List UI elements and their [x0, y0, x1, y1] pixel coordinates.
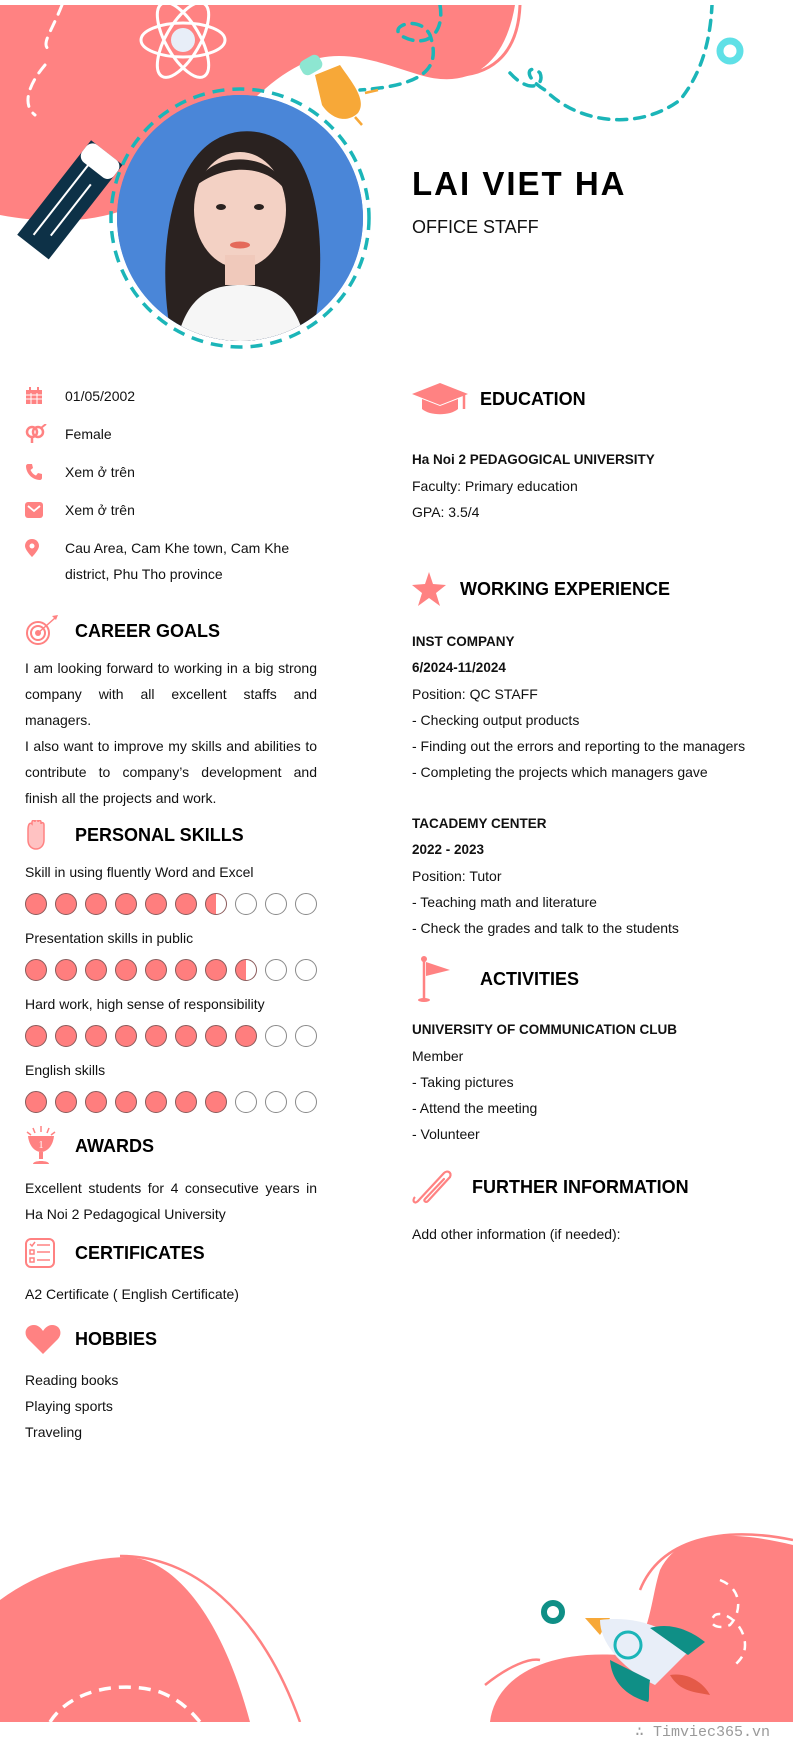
- contact-phone: Xem ở trên: [25, 459, 317, 497]
- job-position: Position: QC STAFF: [412, 686, 538, 702]
- profile-photo: [117, 95, 363, 341]
- rating-dot: [295, 959, 317, 981]
- rating-dot: [235, 1025, 257, 1047]
- location-pin-icon: [25, 535, 65, 561]
- faculty: Faculty: Primary education: [412, 478, 578, 494]
- candidate-name: LAI VIET HA: [412, 165, 627, 202]
- rating-dot: [295, 893, 317, 915]
- rating-dot: [115, 893, 137, 915]
- rating-dot: [265, 1091, 287, 1113]
- job-duty: - Checking output products: [412, 712, 580, 728]
- job-duty: - Check the grades and talk to the students: [412, 920, 679, 936]
- rating-dot: [205, 1025, 227, 1047]
- checklist-icon: [25, 1238, 75, 1268]
- rating-dot: [235, 893, 257, 915]
- rating-dot: [295, 1091, 317, 1113]
- contact-email: Xem ở trên: [25, 497, 317, 535]
- contact-address: Cau Area, Cam Khe town, Cam Khe district, Phu Tho province: [25, 535, 317, 587]
- awards-header: 1 AWARDS: [25, 1123, 317, 1169]
- activity-item: - Attend the meeting: [412, 1100, 538, 1116]
- ring-icon: [544, 1603, 562, 1621]
- footer-decoration: [0, 1500, 793, 1722]
- job-entry: [412, 811, 782, 941]
- rating-dot: [145, 893, 167, 915]
- personal-skills-header: PERSONAL SKILLS: [25, 815, 317, 855]
- trophy-icon: [25, 1126, 75, 1166]
- candidate-role: OFFICE STAFF: [412, 217, 539, 237]
- skills-list: [25, 859, 317, 1113]
- gpa: GPA: 3.5/4: [412, 504, 480, 520]
- ring-icon: [720, 41, 740, 61]
- contact-gender: Female: [25, 421, 317, 459]
- school-name: Ha Noi 2 PEDAGOGICAL UNIVERSITY: [412, 452, 655, 467]
- hobby-item: Traveling: [25, 1424, 83, 1440]
- activity-item: - Volunteer: [412, 1126, 480, 1142]
- rating-dot: [265, 893, 287, 915]
- activity-entry: [412, 1017, 782, 1147]
- job-duty: - Teaching math and literature: [412, 894, 597, 910]
- job-duty: - Finding out the errors and reporting to the managers: [412, 738, 746, 754]
- rating-dot: [25, 1025, 47, 1047]
- further-info-header: FURTHER INFORMATION: [412, 1165, 782, 1209]
- rating-dot: [115, 1025, 137, 1047]
- right-column: [412, 377, 782, 1247]
- rating-dot: [175, 1025, 197, 1047]
- left-column: [25, 383, 317, 1445]
- rating-dot: [145, 1025, 167, 1047]
- rating-dot: [85, 893, 107, 915]
- certificates-header: CERTIFICATES: [25, 1233, 317, 1273]
- rating-dot: [175, 959, 197, 981]
- job-period: 2022 - 2023: [412, 842, 485, 857]
- further-info-text: Add other information (if needed):: [412, 1226, 621, 1242]
- rating-dot: [25, 893, 47, 915]
- awards-text: Excellent students for 4 consecutive years in Ha Noi 2 Pedagogical University: [25, 1180, 317, 1222]
- rating-dot: [85, 1025, 107, 1047]
- rating-dot: [115, 1091, 137, 1113]
- education-header: EDUCATION: [412, 377, 782, 421]
- gender-icon: [25, 421, 65, 447]
- activity-item: - Taking pictures: [412, 1074, 514, 1090]
- rating-dot: [265, 1025, 287, 1047]
- activities-header: ACTIVITIES: [412, 955, 782, 1003]
- hobby-item: Playing sports: [25, 1398, 113, 1414]
- skill-label: Skill in using fluently Word and Excel: [25, 864, 254, 880]
- contact-dob: 01/05/2002: [25, 383, 317, 421]
- education-entry: [412, 447, 782, 525]
- rating-dot: [55, 1025, 77, 1047]
- rating-dot: [55, 893, 77, 915]
- rating-dot: [85, 1091, 107, 1113]
- rating-dot: [145, 1091, 167, 1113]
- profile-photo-frame: [105, 83, 375, 353]
- experience-header: WORKING EXPERIENCE: [412, 567, 782, 611]
- rating-dot: [25, 959, 47, 981]
- rating-dot: [235, 1091, 257, 1113]
- rating-dot: [175, 1091, 197, 1113]
- career-goals-header: CAREER GOALS: [25, 611, 317, 651]
- star-icon: [412, 572, 460, 606]
- job-period: 6/2024-11/2024: [412, 660, 506, 675]
- cv-page: [0, 5, 793, 1722]
- rating-dot: [175, 893, 197, 915]
- company-name: TACADEMY CENTER: [412, 816, 547, 831]
- target-icon: [25, 615, 75, 647]
- rating-dot: [265, 959, 287, 981]
- rating-dot: [55, 1091, 77, 1113]
- rating-dot: [25, 1091, 47, 1113]
- rating-dot: [235, 959, 257, 981]
- rating-dot: [205, 1091, 227, 1113]
- rating-dot: [145, 959, 167, 981]
- skill-label: Presentation skills in public: [25, 930, 194, 946]
- paperclip-icon: [412, 1167, 472, 1207]
- job-duty: - Completing the projects which managers gave: [412, 764, 708, 780]
- heart-icon: [25, 1323, 75, 1355]
- certificate-text: A2 Certificate ( English Certificate): [25, 1286, 239, 1302]
- hobby-item: Reading books: [25, 1372, 119, 1388]
- company-name: INST COMPANY: [412, 634, 515, 649]
- rating-dot: [205, 893, 227, 915]
- skill-label: Hard work, high sense of responsibility: [25, 996, 265, 1012]
- calendar-icon: [25, 383, 65, 409]
- email-icon: [25, 497, 65, 523]
- rating-dot: [205, 959, 227, 981]
- graduation-cap-icon: [412, 383, 480, 415]
- rating-dot: [115, 959, 137, 981]
- job-position: Position: Tutor: [412, 868, 502, 884]
- rating-dot: [55, 959, 77, 981]
- skill-label: English skills: [25, 1062, 106, 1078]
- activity-role: Member: [412, 1048, 464, 1064]
- svg-text:1: 1: [38, 1140, 44, 1151]
- flag-icon: [412, 956, 480, 1002]
- watermark: ∴ Timviec365.vn: [635, 1724, 771, 1741]
- rating-dot: [295, 1025, 317, 1047]
- career-goal-text: I also want to improve my skills and abilities to contribute to company’s development and finish all the projects and work.: [25, 738, 317, 806]
- rating-dot: [85, 959, 107, 981]
- hobbies-header: HOBBIES: [25, 1319, 317, 1359]
- skill-rating: [25, 893, 317, 915]
- activity-org: UNIVERSITY OF COMMUNICATION CLUB: [412, 1022, 677, 1037]
- career-goal-text: I am looking forward to working in a big strong company with all excellent staffs and managers.: [25, 660, 317, 728]
- job-entry: [412, 629, 782, 785]
- hand-icon: [25, 820, 75, 850]
- skill-rating: [25, 1025, 317, 1047]
- skill-rating: [25, 959, 317, 981]
- skill-rating: [25, 1091, 317, 1113]
- phone-icon: [25, 459, 65, 485]
- hobbies-list: [25, 1367, 317, 1445]
